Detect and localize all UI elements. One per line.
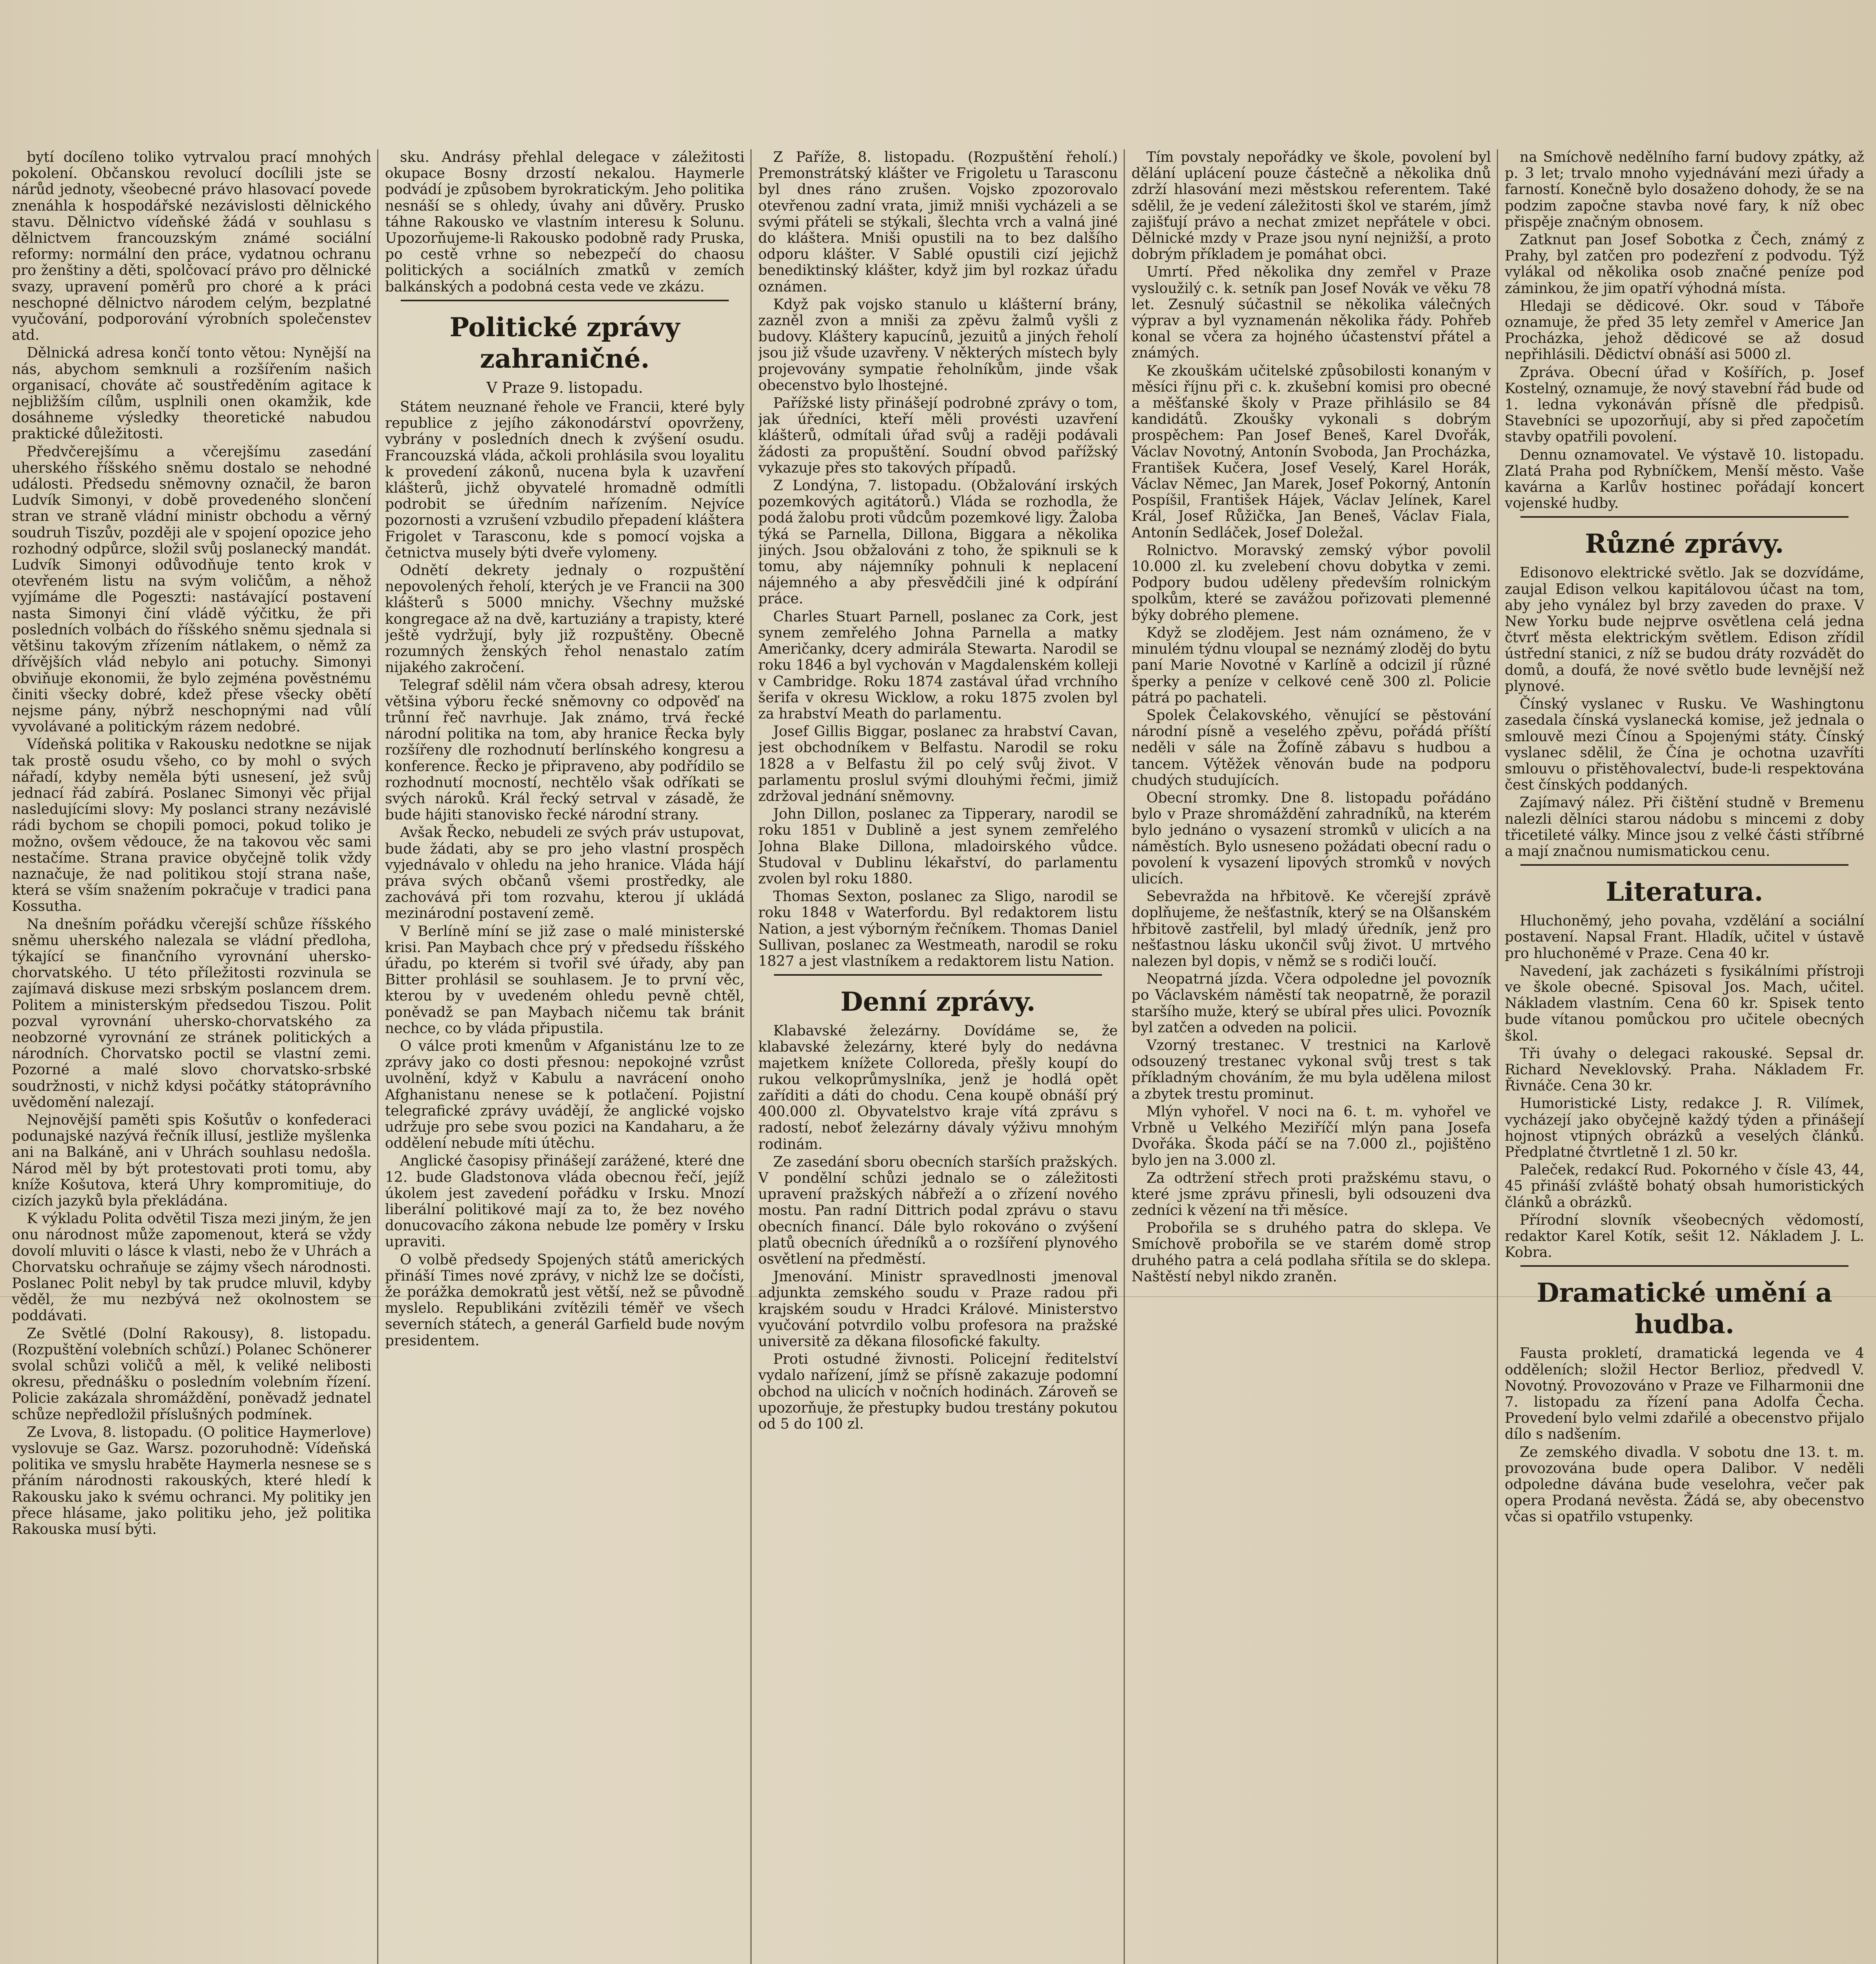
article-paragraph: Neopatrná jízda. Včera odpoledne jel povozník po Václavském náměstí tak neopatrně, že porazil staršího muže, který se ubíral přes ulici. Povozník byl zatčen a odveden na policii. — [1131, 971, 1491, 1036]
article-paragraph: Hluchoněmý, jeho povaha, vzdělání a sociální postavení. Napsal Frant. Hladík, učitel v ústavě pro hluchoněmé v Praze. Cena 40 kr. — [1505, 913, 1864, 962]
article-paragraph: Telegraf sdělil nám včera obsah adresy, kterou většina výboru řecké sněmovny co odpověď na trůnní řeč navrhuje. Jak známo, trvá řecké národní politika na tom, aby hranice Řecka byly rozšířeny dle rozhodnutí berlínského kongresu a konference. Řecko je připraveno, aby podřídilo se rozhodnutí mocností, nechtělo však odříkati se svých nároků. Král řecký setrval v zásadě, že bude hájiti stanovisko řecké národní strany. — [385, 677, 745, 823]
article-paragraph: Avšak Řecko, nebudeli ze svých práv ustupovat, bude žádati, aby se pro jeho vlastní prospěch vyjednávalo v ohledu na jeho hranice. Vláda hájí práva svých občanů všemi prostředky, ale zachovává při tom rozvahu, kterou jí ukládá mezinárodní postavení země. — [385, 824, 745, 922]
article-paragraph: Z Londýna, 7. listopadu. (Obžalování irských pozemkových agitátorů.) Vláda se rozhodla, že podá žalobu proti vůdcům pozemkové ligy. Žaloba týká se Parnella, Dillona, Biggara a několika jiných. Jsou obžalováni z toho, že spiknuli se k tomu, aby nájemníky pohnuli k neplacení nájemného a aby přesvědčili jiné k odpírání práce. — [758, 478, 1118, 607]
section-heading: Různé zprávy. — [1585, 528, 1784, 559]
article-paragraph: sku. Andrásy přehlal delegace v záležitosti okupace Bosny drzostí nekalou. Haymerle podvádí je způsobem byrokratickým. Jeho politika nesnáší se s ohledy, úvahy ani důvěry. Prusko táhne Rakousko ve vlastním interesu k Solunu. Upozorňujeme-li Rakousko podobně rady Pruska, po cestě vrhne so nebezpečí do chaosu politických a sociálních zmatků v zemích balkánských a podobná cesta vede ve zkázu. — [385, 149, 745, 295]
column-1 — [12, 149, 371, 1964]
column-3 — [758, 149, 1118, 1964]
article-paragraph: Edisonovo elektrické světlo. Jak se dozvídáme, zaujal Edison velkou kapitálovou účast na tom, aby jeho vynález byl brzy zaveden do praxe. V New Yorku bude nejprve osvětlena celá jedna čtvrť města elektrickým světlem. Edison zřídil ústřední stanici, z níž se budou dráty rozvádět do domů, a doufá, že nové světlo bude levnější než plynové. — [1505, 565, 1864, 694]
article-paragraph: Z Paříže, 8. listopadu. (Rozpuštění řeholí.) Premonstrátský klášter ve Frigoletu u Tarasconu byl dnes ráno zrušen. Vojsko zpozorovalo otevřenou zadní vrata, jimiž mniši vycházeli a se svými přáteli se stýkali, šlechta vrch a valná jiné do kláštera. Mniši opustili na to bez dalšího odporu klášter. V Sablé opustili cizí jejichž benediktinský klášter, když jim byl rozkaz úřadu oznámen. — [758, 149, 1118, 295]
article-paragraph: Klabavské železárny. Dovídáme se, že klabavské železárny, které byly do nedávna majetkem knížete Colloreda, přešly koupí do rukou velkoprůmyslníka, jenž je hodlá opět zaříditi a dáti do chodu. Cena koupě obnáší prý 400.000 zl. Obyvatelstvo kraje vítá zprávu s radostí, neboť železárny dávaly výživu mnohým rodinám. — [758, 1023, 1118, 1152]
dateline: V Praze 9. listopadu. — [486, 379, 643, 396]
article-paragraph: Přírodní slovník všeobecných vědomostí, redaktor Karel Kotík, sešit 12. Nákladem J. L. Kobra. — [1505, 1212, 1864, 1261]
article-paragraph: K výkladu Polita odvětil Tisza mezi jiným, že jen onu národnost může zapomenout, která se vždy dovolí mluviti o lásce k vlasti, nebo že v Uhrách a Chorvatsku ochraňuje se zájmy všech národnosti. Poslanec Polit nebyl by tak prudce mluvil, kdyby věděl, že mu nezbývá než okolnostem se poddávati. — [12, 1211, 371, 1324]
column-divider — [1124, 149, 1125, 1964]
article-paragraph: Umrtí. Před několika dny zemřel v Praze vysloužilý c. k. setník pan Josef Novák ve věku 78 let. Zesnulý súčastnil se několika válečných výprav a byl vyznamenán několika řády. Pohřeb konal se včera za hojného účastenství přátel a známých. — [1131, 264, 1491, 361]
article-paragraph: Ke zkouškám učitelské způsobilosti konaným v měsíci říjnu při c. k. zkušební komisi pro obecné a měšťanské školy v Praze přihlásilo se 84 kandidátů. Zkoušky vykonali s dobrým prospěchem: Pan Josef Beneš, Karel Dvořák, Václav Novotný, Antonín Svoboda, Jan Procházka, František Kučera, Josef Veselý, Karel Horák, Václav Němec, Jan Marek, Josef Pokorný, Antonín Pospíšil, František Hájek, Václav Jelínek, Karel Král, Josef Růžička, Jan Beneš, Václav Fiala, Antonín Sedláček, Josef Doležal. — [1131, 363, 1491, 541]
article-paragraph: John Dillon, poslanec za Tipperary, narodil se roku 1851 v Dublině a jest synem zemřelého Johna Blake Dillona, mladoirského vůdce. Studoval v Dublinu lékařství, do parlamentu zvolen byl roku 1880. — [758, 806, 1118, 887]
article-paragraph: Probořila se s druhého patra do sklepa. Ve Smíchově probořila se ve starém domě strop druhého patra a celá podlaha sřítila se do sklepa. Naštěstí nebyl nikdo zraněn. — [1131, 1220, 1491, 1285]
section-rule — [1520, 1265, 1848, 1267]
article-paragraph: Hledaji se dědicové. Okr. soud v Táboře oznamuje, že před 35 lety zemřel v Americe Jan Procházka, jehož dědicové se až dosud nepřihlásili. Dědictví obnáší asi 5000 zl. — [1505, 298, 1864, 363]
section-heading: Dramatické umění a hudba. — [1537, 1277, 1832, 1340]
article-paragraph: Když se zlodějem. Jest nám oznámeno, že v minulém týdnu vloupal se neznámý zloděj do bytu paní Marie Novotné v Karlíně a odcizil jí různé šperky a peníze v celkové ceně 300 zl. Policie pátrá po pachateli. — [1131, 625, 1491, 706]
article-paragraph: Vzorný trestanec. V trestnici na Karlově odsouzený trestanec vykonal svůj trest s tak příkladným chováním, že mu byla udělena milost a zbytek trestu prominut. — [1131, 1037, 1491, 1102]
article-paragraph: Čínský vyslanec v Rusku. Ve Washingtonu zasedala čínská vyslanecká komise, jež jednala o smlouvě mezi Čínou a Spojenými státy. Čínský vyslanec sdělil, že Čína je ochotna uzavříti smlouvu o přistěhovalectví, bude-li respektována čest čínských poddaných. — [1505, 696, 1864, 793]
article-paragraph: Obecní stromky. Dne 8. listopadu pořádáno bylo v Praze shromáždění zahradníků, na kterém bylo jednáno o vysazení stromků v ulicích a na náměstích. Bylo usneseno požádati obecní radu o povolení k vysazení lipových stromků v nových ulicích. — [1131, 790, 1491, 887]
article-paragraph: Thomas Sexton, poslanec za Sligo, narodil se roku 1848 v Waterfordu. Byl redaktorem listu Nation, a jest výborným řečníkem. Thomas Daniel Sullivan, poslanec za Westmeath, narodil se roku 1827 a jest vlastníkem a redaktorem listu Nation. — [758, 889, 1118, 969]
article-paragraph: Navedení, jak zacházeti s fysikálními přístroji ve škole obecné. Spisoval Jos. Mach, učitel. Nákladem vlastním. Cena 60 kr. Spisek tento bude vítanou pomůckou pro učitele obecných škol. — [1505, 963, 1864, 1044]
article-paragraph: Ze zasedání sboru obecních starších pražských. V pondělní schůzi jednalo se o záležitosti upravení pražských nábřeží a o zřízení nového mostu. Pan radní Dittrich podal zprávu o stavu obecních financí. Dále bylo rokováno o zvýšení platů obecních úředníků a o rozšíření plynového osvětlení na předměstí. — [758, 1154, 1118, 1267]
article-paragraph: Sebevražda na hřbitově. Ke včerejší zprávě doplňujeme, že nešťastník, který se na Olšanském hřbitově zastřelil, byl mladý úředník, jenž pro nešťastnou lásku ukončil svůj život. U mrtvého nalezen byl dopis, v němž se s rodiči loučí. — [1131, 889, 1491, 969]
article-paragraph: Ze zemského divadla. V sobotu dne 13. t. m. provozována bude opera Dalibor. V neděli odpoledne dávána bude veselohra, večer pak opera Prodaná nevěsta. Žádá se, aby obecenstvo včas si opatřilo vstupenky. — [1505, 1444, 1864, 1525]
article-paragraph: Ze Světlé (Dolní Rakousy), 8. listopadu. (Rozpuštění volebních schůzí.) Polanec Schönerer svolal schůzi voličů a měl, k veliké nelibosti okresu, přednášku o posledním volebním řízení. Policie zakázala shromáždění, poněvadž jednatel schůze nepředložil příslušných podmínek. — [12, 1325, 371, 1423]
article-paragraph: Předvčerejšímu a včerejšímu zasedání uherského říšského sněmu dostalo se nehodné události. Předsedu sněmovny označil, že baron Ludvík Simonyi, v době provedeného slončení stran ve straně vládní ministr obchodu a věrný soudruh Tiszův, později ale v spojení opozice jeho rozhodný odpůrce, složil svůj poslanecký mandát. Ludvík Simonyi odůvodňuje tento krok v otevřeném listu na svým voličům, a něhož vyjímáme dle Pogeszti: nastávající postavení nasta Simonyi činí vládě výčitku, že při posledních volbách do říšského sněmu sjednala si většinu takovým zřízením nátlakem, o němž za dřívějších vlád nebylo ani potuchy. Simonyi obviňuje ekonomii, že bylo zejména pověstnému činiti všecky dobré, kdež přese všecky obětí nejsme pány, nýbrž neschopnými nad vůlí vyvolávané a politickým rázem nedobré. — [12, 443, 371, 735]
article-paragraph: Pařížské listy přinášejí podrobné zprávy o tom, jak úředníci, kteří měli provésti uzavření klášterů, odmítali úřad svůj a raději podávali žádosti za propuštění. Soudní obvod pařížský vykazuje přes sto takových případů. — [758, 395, 1118, 476]
article-paragraph: Charles Stuart Parnell, poslanec za Cork, jest synem zemřelého Johna Parnella a matky Američanky, dcery admirála Stewarta. Narodil se roku 1846 a byl vychován v Magdalenském kolleji v Cambridge. Roku 1874 zastával úřad vrchního šerifa v okresu Wicklow, a roku 1875 zvolen byl za hrabství Meath do parlamentu. — [758, 608, 1118, 722]
article-paragraph: Rolnictvo. Moravský zemský výbor povolil 10.000 zl. ku zvelebení chovu dobytka v zemi. Podpory budou uděleny především rolnickým spolkům, které se zavážou pořizovati plemenné býky dobrého plemene. — [1131, 542, 1491, 623]
section-rule — [774, 974, 1102, 976]
article-paragraph: na Smíchově nedělního farní budovy zpátky, až p. 3 let; trvalo mnoho vyjednávání mezi úřady a farností. Konečně bylo dosaženo dohody, že se na podzim započne stavba nové fary, k níž obec přispěje značným obnosem. — [1505, 149, 1864, 230]
column-4 — [1131, 149, 1491, 1964]
section-rule — [1520, 516, 1848, 518]
article-paragraph: Tři úvahy o delegaci rakouské. Sepsal dr. Richard Neveklovský. Praha. Nákladem Fr. Řivnáče. Cena 30 kr. — [1505, 1045, 1864, 1094]
article-paragraph: Odnětí dekrety jednaly o rozpuštění nepovolených řeholí, kterých je ve Francii na 300 klášterů s 5000 mnichy. Všechny mužské kongregace až na dvě, kartuziány a trapisty, které ještě vydržují, byly již rozpuštěny. Obecně rozumných ženských řehol nenastalo zatím nijakého zakročení. — [385, 562, 745, 676]
article-paragraph: Dělnická adresa končí tonto větou: Nynější na nás, abychom semknuli a rozšířením našich organisací, chováte ač soustředěním agitace k nejbližším cílům, usplnili onen okamžik, kde dosáhneme výsledky theoretické nabudou praktické důležitosti. — [12, 345, 371, 442]
article-paragraph: Dennu oznamovatel. Ve výstavě 10. listopadu. Zlatá Praha pod Rybníčkem, Menší město. Vaše kavárna a Karlův hostinec pořádají koncert vojenské hudby. — [1505, 447, 1864, 512]
column-divider — [750, 149, 752, 1964]
article-paragraph: Humoristické Listy, redakce J. R. Vilímek, vycházejí jako obyčejně každý týden a přinášejí hojnost vtipných obrázků a veselých článků. Předplatné čtvrtletně 1 zl. 50 kr. — [1505, 1096, 1864, 1160]
article-paragraph: Paleček, redakcí Rud. Pokorného v čísle 43, 44, 45 přináší zvláště bohatý obsah humoristických článků a obrázků. — [1505, 1162, 1864, 1211]
column-divider — [377, 149, 378, 1964]
article-paragraph: bytí docíleno toliko vytrvalou prací mnohých pokolení. Občanskou revolucí docílili jste se nárůd jednoty, všeobecné právo hlasovací povede znenáhla k hospodářské nezávislosti dělnického stavu. Dělnictvo vídeňské žádá v souhlasu s dělnictvem francouzským známé sociální reformy: normální den práce, vydatnou ochranu pro ženštiny a děti, spolčovací právo pro dělnické svazy, upravení poměrů pro choré a k práci neschopné dělnictvo národem celým, bezplatné vyučování, podporování výrobních společenstev atd. — [12, 149, 371, 344]
section-heading: Denní zprávy. — [840, 986, 1036, 1017]
column-divider — [1497, 149, 1498, 1964]
column-2 — [385, 149, 745, 1964]
article-paragraph: Josef Gillis Biggar, poslanec za hrabství Cavan, jest obchodníkem v Belfastu. Narodil se roku 1828 a v Belfastu žil po celý svůj život. V parlamentu proslul svými dlouhými řečmi, jimiž zdržoval jednání sněmovny. — [758, 724, 1118, 804]
article-paragraph: Zpráva. Obecní úřad v Košířích, p. Josef Kostelný, oznamuje, že nový stavební řád bude od 1. ledna vykonáván přísně dle předpisů. Stavebníci se upozorňují, aby si před započetím stavby opatřili povolení. — [1505, 364, 1864, 445]
article-paragraph: Zatknut pan Josef Sobotka z Čech, známý z Prahy, byl zatčen pro podezření z podvodu. Týž vylákal od několika osob značné peníze pod záminkou, že jim opatří výhodná místa. — [1505, 232, 1864, 297]
article-paragraph: Zajímavý nález. Při čištění studně v Bremenu nalezli dělníci starou nádobu s mincemi z doby třicetileté války. Mince jsou z velké části stříbrné a mají značnou numismatickou cenu. — [1505, 795, 1864, 859]
section-rule — [401, 300, 729, 301]
article-paragraph: Mlýn vyhořel. V noci na 6. t. m. vyhořel ve Vrbně u Velkého Meziříčí mlýn pana Josefa Dvořáka. Škoda páčí se na 7.000 zl., pojištěno bylo jen na 3.000 zl. — [1131, 1103, 1491, 1169]
article-paragraph: Za odtržení střech proti pražskému stavu, o které jsme zprávu přinesli, byli odsouzeni dva zedníci k vězení na tři měsíce. — [1131, 1170, 1491, 1218]
article-paragraph: Ze Lvova, 8. listopadu. (O politice Haymerlove) vyslovuje se Gaz. Warsz. pozoruhodně: Vídeňská politika ve smyslu hraběte Haymerla nesnese se s přáním národnosti rakouských, které hledí k Rakousku jako k svému ochranci. My politiky jen přece hlásame, jako politiku jeho, jež politika Rakouska musí býti. — [12, 1424, 371, 1538]
article-paragraph: Jmenování. Ministr spravedlnosti jmenoval adjunkta zemského soudu v Praze radou při krajském soudu v Hradci Králové. Ministerstvo vyučování potvrdilo volbu profesora na pražské universitě za děkana filosofické fakulty. — [758, 1269, 1118, 1350]
article-paragraph: Vídeňská politika v Rakousku nedotkne se nijak tak prostě osudu všeho, co by mohl o svých nářadí, kdyby neměla býti usnesení, jež svůj jednací řád zabírá. Poslanec Simonyi věc přijal nasledujícími slovy: My poslanci strany nezávislé rádi bychom se chopili pomoci, pokud toliko je možno, ovšem vědouce, že na takovou věc sami nestačíme. Strana pravice obyčejně tolik vždy naznačuje, že nad politikou stojí strana naše, která se vším snažením pokračuje v tradici pana Kossutha. — [12, 736, 371, 915]
article-paragraph: Fausta prokletí, dramatická legenda ve 4 odděleních; složil Hector Berlioz, předvedl V. Novotný. Provozováno v Praze ve Filharmonii dne 7. listopadu za řízení pana Adolfa Čecha. Provedení bylo velmi zdařilé a obecenstvo přijalo dílo s nadšením. — [1505, 1345, 1864, 1443]
article-paragraph: O válce proti kmenům v Afganistánu lze to ze zprávy jako co dosti přesnou: nepokojné vzrůst uvolnění, když v Kabulu a navrácení onoho Afghanistanu nenese se k potlačení. Pojistní telegrafické zprávy uvádějí, že anglické vojsko udržuje pro sebe svou pozici na Kandaharu, a že oddělení nebude míti útěchu. — [385, 1038, 745, 1152]
article-paragraph: Státem neuznané řehole ve Francii, které byly republice z jejího zákonodárství opovrženy, vybrány v posledních dnech k zvýšení osudu. Francouzská vláda, ačkoli prohlásila svou loyalitu k provedení zákonů, nucena byla k uzavření klášterů, jichž obyvatelé hromadně odmítli podrobit se úředním nařízením. Nejvíce pozornosti a vzrušení vzbudilo přepadení kláštera Frigolet v Tarasconu, kde s pomocí vojska a četnictva musely býti dveře vylomeny. — [385, 399, 745, 561]
article-paragraph: Na dnešním pořádku včerejší schůze říšského sněmu uherského nalezala se vládní předloha, týkající se finančního vyrovnání uhersko-chorvatského. U této příležitosti rozvinula se zajímavá diskuse mezi srbským poslancem drem. Politem a ministerským předsedou Tiszou. Polit pozval vyrovnání uhersko-chorvatského za neobzorné vyrovnání ze stránek politických a národních. Chorvatsko poctil se vlastní zemi. Pozorné a malé slovo chorvatsko-srbské soudržnosti, v nichž kdysi počátky státoprávního uvědomění nalezají. — [12, 916, 371, 1110]
article-paragraph: Když pak vojsko stanulo u klášterní brány, zazněl zvon a mniši za zpěvu žalmů vyšli z budovy. Kláštery kapucínů, jezuitů a jiných řeholí jsou již všude uzavřeny. V některých místech byly projevovány sympatie řeholníkům, jinde však obecenstvo bylo lhostejné. — [758, 296, 1118, 394]
article-paragraph: V Berlíně míní se již zase o malé ministerské krisi. Pan Maybach chce prý v předsedu říšského úřadu, po kterém si tvořil své úřady, aby pan Bitter prohlásil se souhlasem. Je to první věc, kterou by v uvedeném ohledu pevně chtěl, poněvadž se pan Maybach ničemu tak bránit nechce, co by vláda připustila. — [385, 923, 745, 1037]
section-heading: Literatura. — [1606, 876, 1763, 907]
column-5 — [1505, 149, 1864, 1964]
section-rule — [1520, 864, 1848, 866]
article-paragraph: Spolek Čelakovského, věnující se pěstování národní písně a veselého zpěvu, pořádá příští neděli v sále na Žofíně zábavu s hudbou a tancem. Výtěžek věnován bude na podporu chudých studujících. — [1131, 707, 1491, 788]
article-paragraph: Nejnovější paměti spis Košutův o konfederaci podunajské nazývá řečník illusí, jestliže myšlenka ani na Balkáně, ani v Uhrách souhlasu nedošla. Národ měl by být protestovati proti tomu, aby kníže Košutova, která Uhry kompromitiuje, do cizích jazyků byla překládána. — [12, 1112, 371, 1209]
article-paragraph: O volbě předsedy Spojených států amerických přináší Times nové zprávy, v nichž lze se dočísti, že porážka demokratů jest větší, než se původně myslelo. Republikáni zvítězili téměř ve všech severních státech, a generál Garfield bude novým presidentem. — [385, 1251, 745, 1349]
article-paragraph: Anglické časopisy přinášejí zarážené, které dne 12. bude Gladstonova vláda obecnou řečí, jejíž úkolem jest zavedení pořádku v Irsku. Mnozí liberální politikové mají za to, že bez nového donucovacího zákona nebude lze poměry v Irsku upraviti. — [385, 1153, 745, 1250]
article-paragraph: Proti ostudné živnosti. Policejní ředitelství vydalo nařízení, jímž se přísně zakazuje podomní obchod na ulicích v nočních hodinách. Zároveň se upozorňuje, že přestupky budou trestány pokutou od 5 do 100 zl. — [758, 1351, 1118, 1433]
section-heading: Politické zprávy zahraničné. — [449, 311, 680, 374]
article-paragraph: Tím povstaly nepořádky ve škole, povolení byl dělání uplácení pouze částečně a několika dnů zdrží hlasování mezi městskou referentem. Také sdělil, že je vedení záležitosti škol ve starém, jímž zajišťují právo a nechat zmizet nepřátele v obci. Dělnické mzdy v Praze jsou nyní nejnižší, a proto dobrým příkladem je pomáhat obci. — [1131, 149, 1491, 263]
